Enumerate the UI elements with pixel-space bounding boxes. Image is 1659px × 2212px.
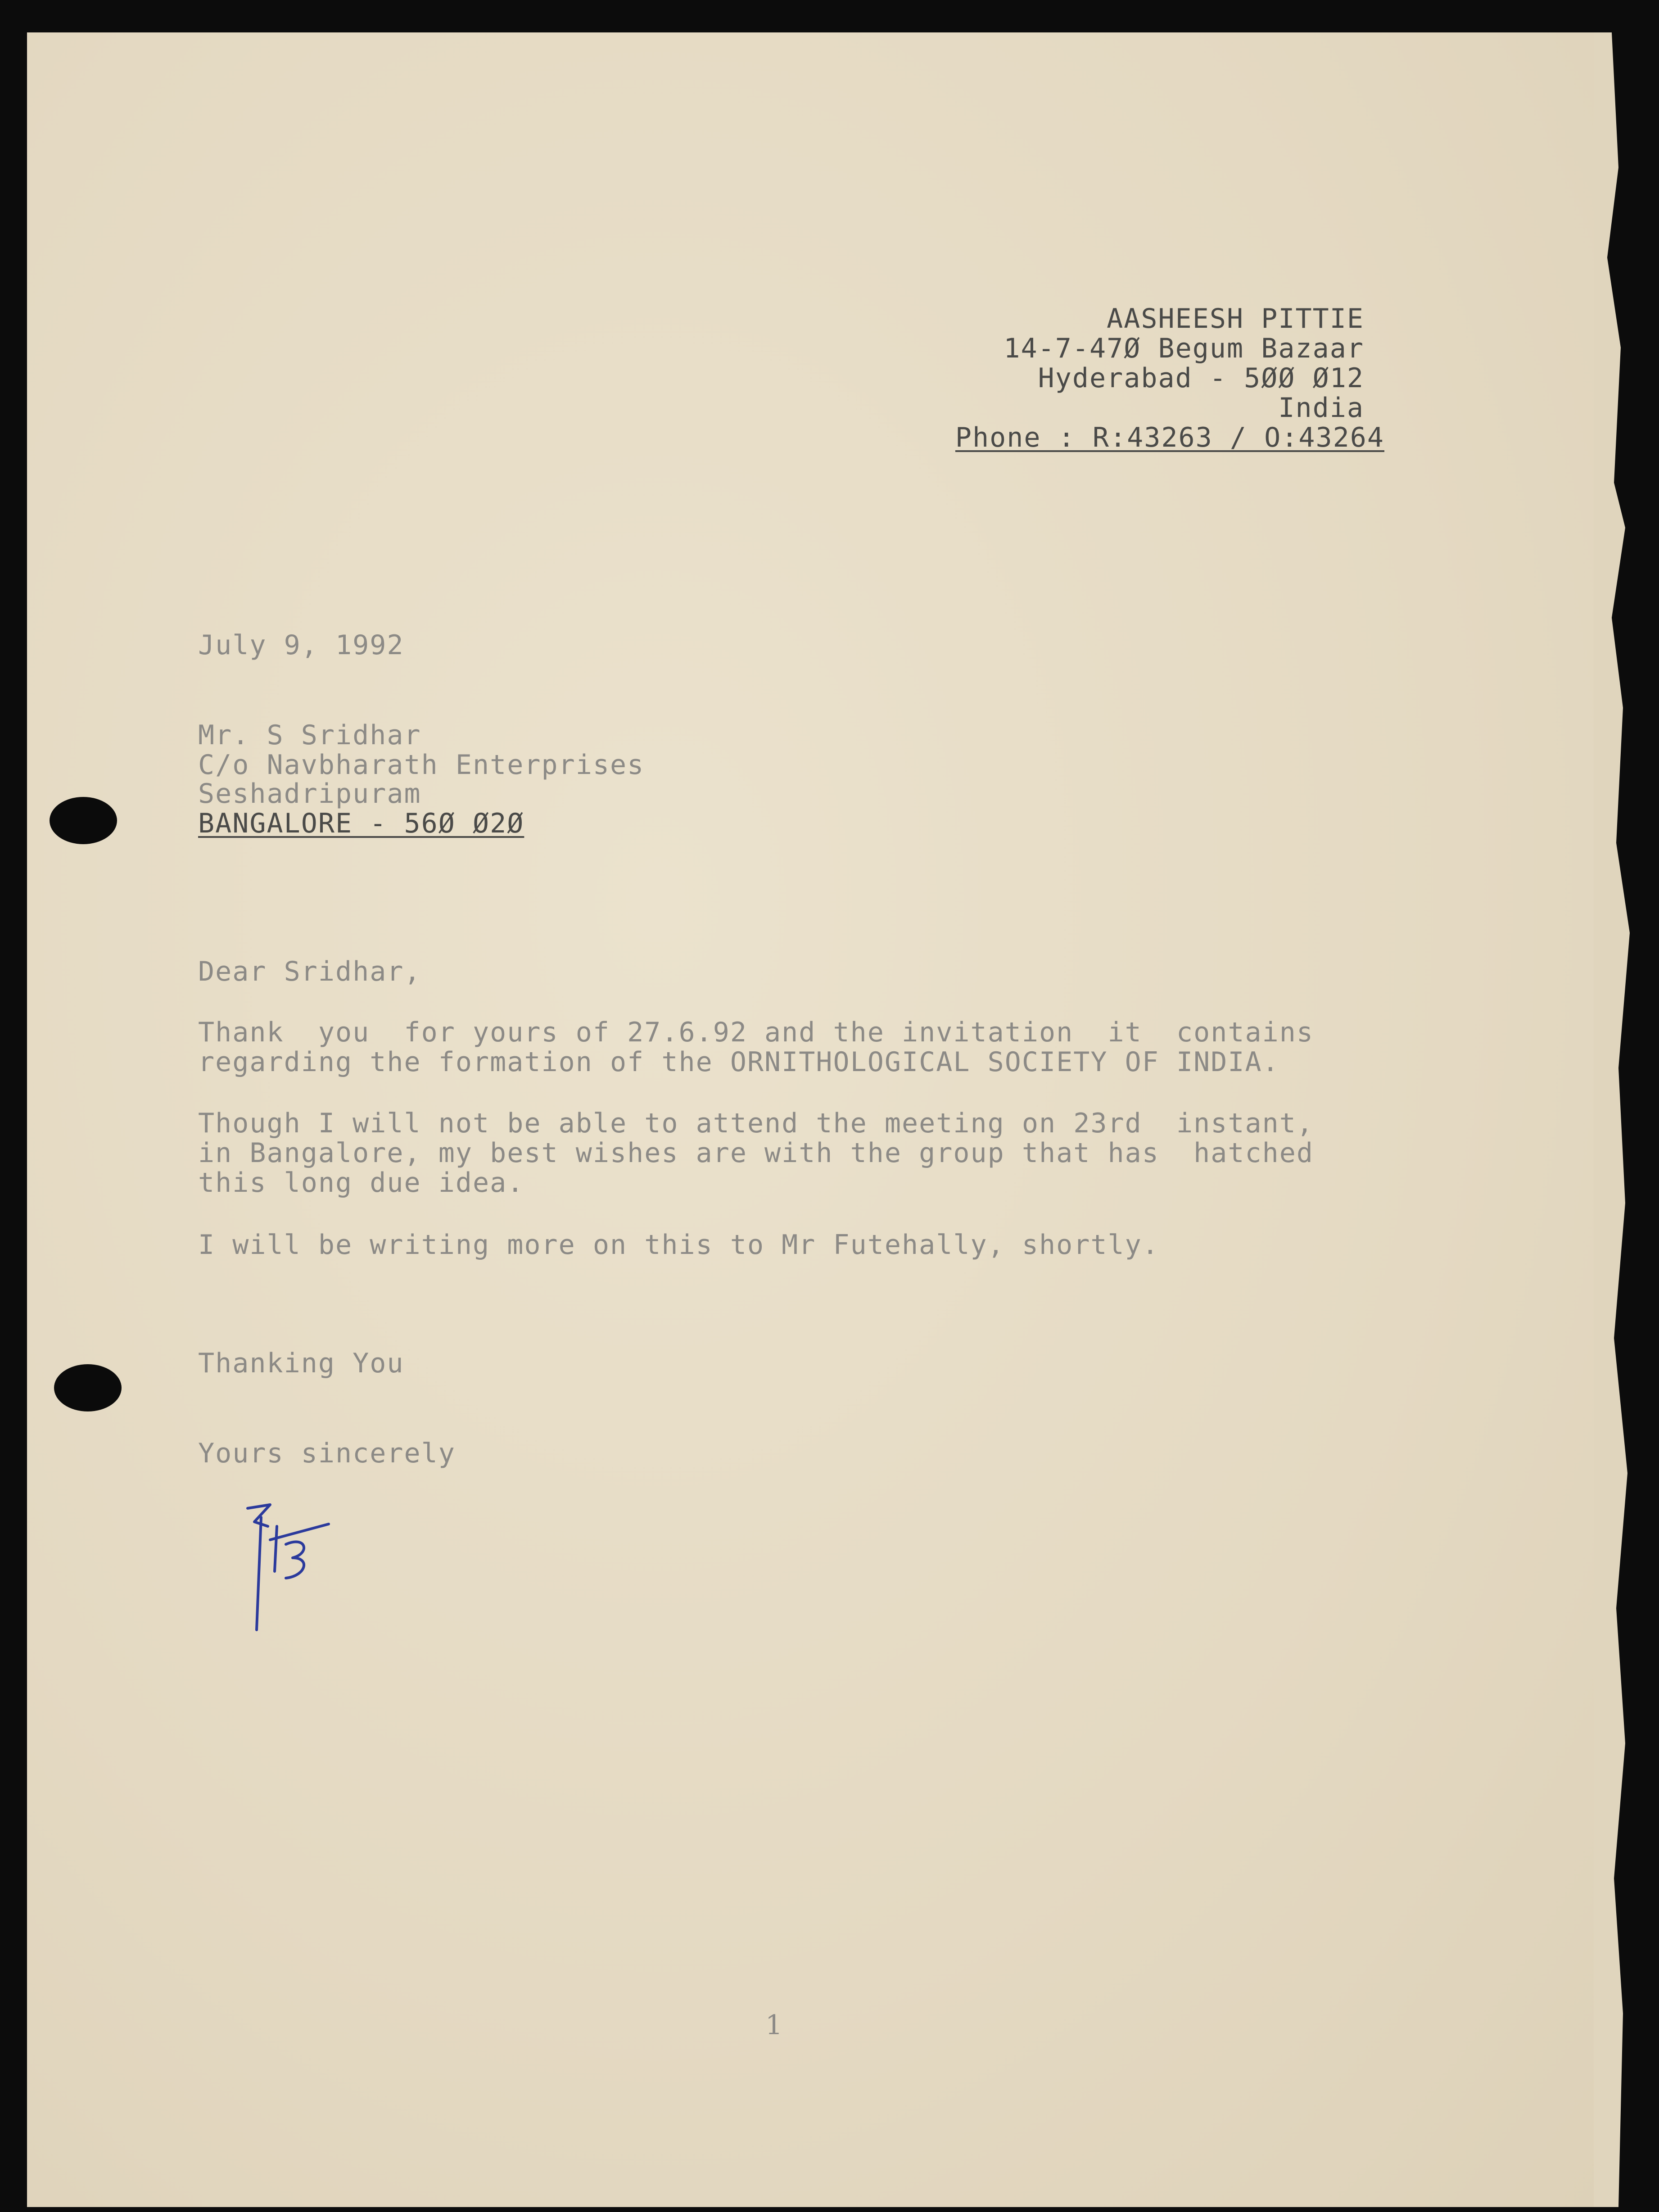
closing-sign-off: Yours sincerely — [198, 1438, 456, 1469]
handwritten-signature-icon — [243, 1499, 338, 1634]
closing-thanks: Thanking You — [198, 1348, 404, 1379]
sender-phone: Phone : R:43263 / O:43264 — [955, 422, 1384, 453]
body-paragraph-1-line-1: Thank you for yours of 27.6.92 and the invitation it contains — [198, 1017, 1314, 1048]
body-paragraph-3-line-1: I will be writing more on this to Mr Futehally, shortly. — [198, 1229, 1159, 1261]
punch-hole-bottom — [54, 1364, 122, 1411]
sender-address-line2: Hyderabad - 5ØØ Ø12 — [1038, 362, 1364, 394]
page-number: 1 — [765, 2009, 784, 2041]
body-paragraph-2-line-3: this long due idea. — [198, 1167, 524, 1199]
recipient-name: Mr. S Sridhar — [198, 719, 421, 751]
recipient-line1: C/o Navbharath Enterprises — [198, 749, 645, 781]
letter-date: July 9, 1992 — [198, 629, 404, 661]
sender-address-line1: 14-7-47Ø Begum Bazaar — [1004, 333, 1364, 364]
salutation: Dear Sridhar, — [198, 956, 421, 987]
punch-hole-top — [50, 797, 117, 844]
body-paragraph-2-line-1: Though I will not be able to attend the meeting on 23rd instant, — [198, 1108, 1314, 1139]
sender-name: AASHEESH PITTIE — [1107, 303, 1364, 335]
torn-edge — [1594, 32, 1648, 2207]
sender-country: India — [1278, 392, 1364, 424]
recipient-city: BANGALORE - 56Ø Ø2Ø — [198, 808, 524, 839]
body-paragraph-1-line-2: regarding the formation of the ORNITHOLOGICAL SOCIETY OF INDIA. — [198, 1046, 1279, 1078]
body-paragraph-2-line-2: in Bangalore, my best wishes are with the group that has hatched — [198, 1137, 1314, 1169]
recipient-line2: Seshadripuram — [198, 778, 421, 810]
